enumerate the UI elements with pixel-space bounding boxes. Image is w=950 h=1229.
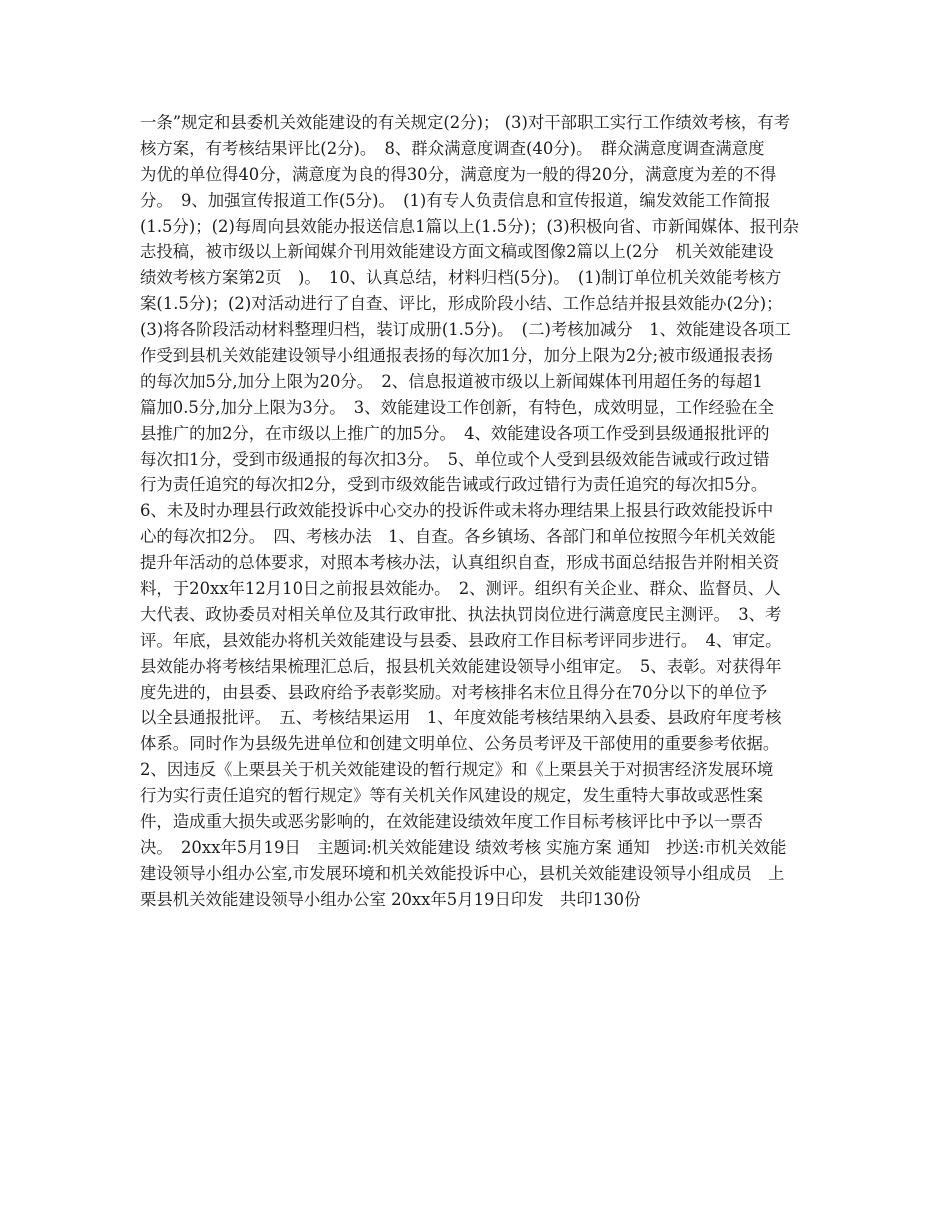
text-line: 核方案，有考核结果评比(2分)。 8、群众满意度调查(40分)。 群众满意度调查满意度 [140, 138, 765, 158]
text-line: 的每次加5分,加分上限为20分。 2、信息报道被市级以上新闻媒体刊用超任务的每超1 [140, 371, 763, 391]
text-line: 行为实行责任追究的暂行规定》等有关机关作风建设的规定，发生重特大事故或恶性案 [140, 786, 763, 806]
text-line: 度先进的，由县委、县政府给予表彰奖励。对考核排名末位且得分在70分以下的单位予 [140, 682, 768, 702]
text-line: 体系。同时作为县级先进单位和创建文明单位、公务员考评及干部使用的重要参考依据。 [140, 734, 780, 754]
text-line: 建设领导小组办公室,市发展环境和机关效能投诉中心，县机关效能建设领导小组成员 上 [140, 863, 785, 883]
text-line: 每次扣1分，受到市级通报的每次扣3分。 5、单位或个人受到县级效能告诫或行政过错 [140, 449, 770, 469]
text-line: 县推广的加2分，在市级以上推广的加5分。 4、效能建设各项工作受到县级通报批评的 [140, 423, 770, 443]
text-line: 大代表、政协委员对相关单位及其行政审批、执法执罚岗位进行满意度民主测评。 3、考 [140, 604, 782, 624]
text-line: 评。年底，县效能办将机关效能建设与县委、县政府工作目标考评同步进行。 4、审定。 [140, 630, 782, 650]
text-line: 栗县机关效能建设领导小组办公室 20xx年5月19日印发 共印130份 [140, 889, 641, 909]
text-line: 料，于20xx年12月10日之前报县效能办。 2、测评。组织有关企业、群众、监督员、人 [140, 579, 781, 599]
text-line: (3)将各阶段活动材料整理归档，装订成册(1.5分)。 (二)考核加减分 1、效能建设各项工 [140, 320, 791, 340]
text-line: 县效能办将考核结果梳理汇总后，报县机关效能建设领导小组审定。 5、表彰。对获得年 [140, 656, 782, 676]
text-line: 志投稿，被市级以上新闻媒介刊用效能建设方面文稿或图像2篇以上(2分 机关效能建设 [140, 242, 774, 262]
text-line: (1.5分)；(2)每周向县效能办报送信息1篇以上(1.5分)；(3)积极向省、市新闻媒体、报刊杂 [140, 216, 800, 236]
text-line: 2、因违反《上栗县关于机关效能建设的暂行规定》和《上栗县关于对损害经济发展环境 [140, 760, 774, 780]
text-line: 分。 9、加强宣传报道工作(5分)。 (1)有专人负责信息和宣传报道，编发效能工作简报 [140, 190, 771, 210]
text-line: 一条”规定和县委机关效能建设的有关规定(2分)； (3)对干部职工实行工作绩效考核，有考 [140, 113, 791, 132]
text-line: 6、未及时办理县行政效能投诉中心交办的投诉件或未将办理结果上报县行政效能投诉中 [140, 501, 774, 521]
text-line: 行为责任追究的每次扣2分，受到市级效能告诫或行政过错行为责任追究的每次扣5分。 [140, 475, 768, 495]
text-line: 提升年活动的总体要求，对照本考核办法，认真组织自查，形成书面总结报告并附相关资 [140, 553, 780, 573]
text-line: 决。 20xx年5月19日 主题词:机关效能建设 绩效考核 实施方案 通知 抄送:市机关效能 [140, 837, 787, 857]
text-line: 件，造成重大损失或恶劣影响的，在效能建设绩效年度工作目标考核评比中予以一票否 [140, 812, 763, 832]
text-line: 作受到县机关效能建设领导小组通报表扬的每次加1分，加分上限为2分;被市级通报表扬 [140, 346, 773, 366]
text-line: 心的每次扣2分。 四、考核办法 1、自查。各乡镇场、各部门和单位按照今年机关效能 [140, 527, 776, 547]
text-line: 绩效考核方案第2页 )。 10、认真总结，材料归档(5分)。 (1)制订单位机关效能考核方 [140, 268, 782, 288]
text-line: 案(1.5分)；(2)对活动进行了自查、评比，形成阶段小结、工作总结并报县效能办(2分)； [140, 294, 783, 314]
text-line: 以全县通报批评。 五、考核结果运用 1、年度效能考核结果纳入县委、县政府年度考核 [140, 708, 782, 728]
text-line: 为优的单位得40分，满意度为良的得30分，满意度为一般的得20分，满意度为差的不得 [140, 164, 777, 184]
text-line: 篇加0.5分,加分上限为3分。 3、效能建设工作创新，有特色，成效明显，工作经验在全 [140, 397, 774, 417]
document-body [140, 110, 810, 913]
